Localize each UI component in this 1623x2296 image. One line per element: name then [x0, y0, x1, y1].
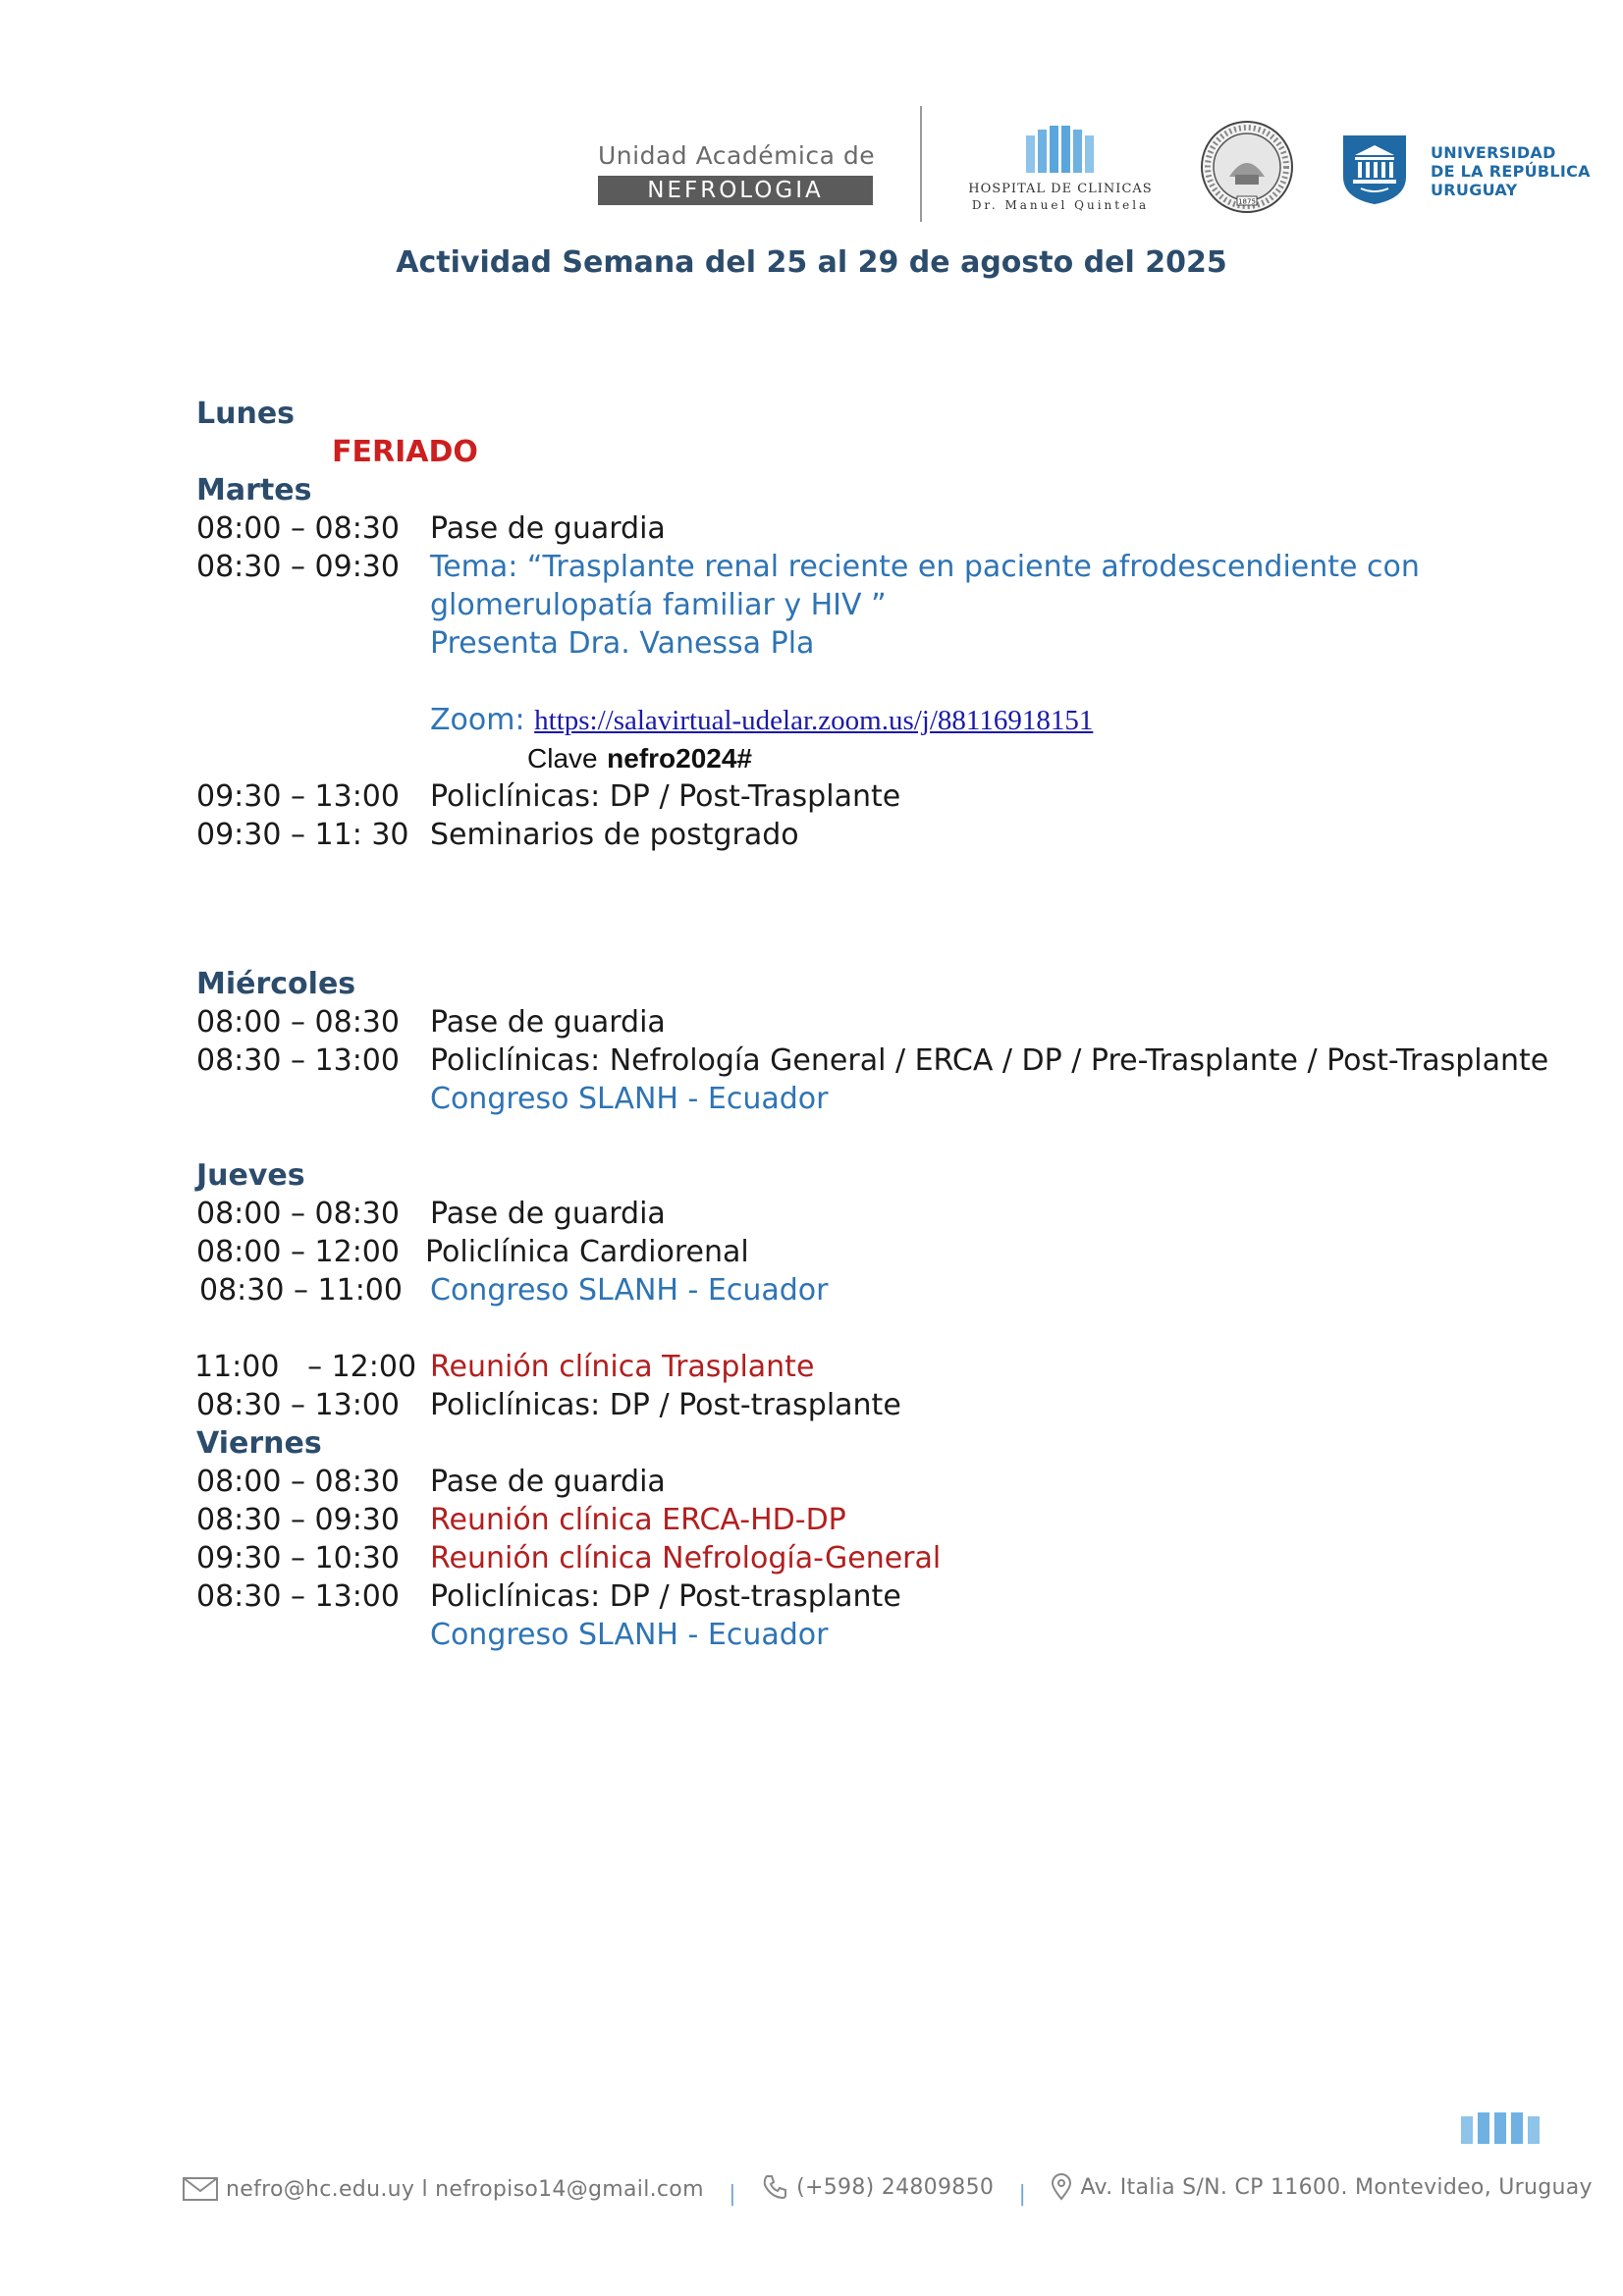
university-name — [1431, 143, 1591, 199]
footer-separator-2: | — [1018, 2182, 1027, 2207]
viernes-time-2: 08:30 – 09:30 — [196, 1503, 400, 1537]
hospital-subtitle: Dr. Manuel Quintela — [971, 198, 1150, 212]
hospital-bars-icon — [1026, 126, 1097, 173]
footer-contact — [183, 2173, 1593, 2207]
martes-time-2: 08:30 – 09:30 — [196, 550, 400, 584]
zoom-label: Zoom: — [430, 703, 525, 737]
document-title: Actividad Semana del 25 al 29 de agosto del 2025 — [396, 245, 1227, 280]
viernes-desc-1: Pase de guardia — [430, 1465, 666, 1499]
location-pin-icon — [1051, 2173, 1072, 2201]
jueves-desc-3: Congreso SLANH - Ecuador — [430, 1273, 829, 1308]
miercoles-desc-2: Policlínicas: Nefrología General / ERCA / DP / Pre-Trasplante / Post-Trasplante — [430, 1043, 1549, 1078]
jueves-time-1: 08:00 – 08:30 — [196, 1197, 400, 1231]
jueves-time-3: 08:30 – 11:00 — [199, 1273, 403, 1308]
viernes-desc-4: Policlínicas: DP / Post-trasplante — [430, 1579, 901, 1614]
martes-time-4: 09:30 – 11: 30 — [196, 818, 409, 852]
zoom-key-row — [527, 741, 752, 776]
footer-phone: (+598) 24809850 — [796, 2174, 995, 2200]
unit-name-line1: Unidad Académica de — [598, 141, 876, 170]
jueves-time-2: 08:00 – 12:00 — [196, 1235, 400, 1269]
day-heading-viernes: Viernes — [196, 1426, 322, 1461]
martes-topic-line-2: glomerulopatía familiar y HIV ” — [430, 588, 887, 622]
viernes-time-3: 09:30 – 10:30 — [196, 1541, 400, 1575]
university-line-1: UNIVERSIDAD — [1431, 143, 1556, 162]
martes-desc-3: Policlínicas: DP / Post-Trasplante — [430, 779, 901, 814]
footer-address-item — [1051, 2173, 1592, 2201]
miercoles-congress: Congreso SLANH - Ecuador — [430, 1082, 829, 1116]
envelope-icon — [183, 2177, 218, 2201]
phone-icon — [761, 2173, 788, 2201]
martes-desc-4: Seminarios de postgrado — [430, 818, 799, 852]
footer-phone-item — [761, 2173, 994, 2201]
university-line-3: URUGUAY — [1431, 181, 1518, 199]
day-heading-jueves: Jueves — [196, 1158, 305, 1193]
viernes-time-4: 08:30 – 13:00 — [196, 1579, 400, 1614]
jueves-desc-2: Policlínica Cardiorenal — [425, 1235, 749, 1269]
jueves-time-4: 11:00 – 12:00 — [194, 1350, 417, 1384]
nefrologia-logo — [598, 141, 876, 205]
footer-separator-1: | — [729, 2182, 736, 2207]
zoom-link[interactable]: https://salavirtual-udelar.zoom.us/j/88116918151 — [534, 705, 1094, 736]
miercoles-time-2: 08:30 – 13:00 — [196, 1043, 400, 1078]
udelar-crest-icon — [1341, 133, 1408, 206]
day-heading-lunes: Lunes — [196, 397, 296, 431]
viernes-desc-3: Reunión clínica Nefrología-General — [430, 1541, 942, 1575]
zoom-key-label: Clave — [527, 743, 598, 774]
zoom-row — [430, 703, 1093, 738]
miercoles-desc-1: Pase de guardia — [430, 1005, 666, 1040]
jueves-time-5: 08:30 – 13:00 — [196, 1388, 400, 1422]
martes-time-3: 09:30 – 13:00 — [196, 779, 400, 814]
footer-bars-icon — [1461, 2112, 1540, 2144]
jueves-desc-1: Pase de guardia — [430, 1197, 666, 1231]
martes-time-1: 08:00 – 08:30 — [196, 511, 400, 546]
day-heading-martes: Martes — [196, 473, 312, 507]
viernes-congress: Congreso SLANH - Ecuador — [430, 1618, 829, 1652]
jueves-desc-5: Policlínicas: DP / Post-trasplante — [430, 1388, 901, 1422]
martes-topic-line-1: Tema: “Trasplante renal reciente en paciente afrodescendiente con — [430, 550, 1420, 584]
miercoles-time-1: 08:00 – 08:30 — [196, 1005, 400, 1040]
university-seal-icon — [1200, 120, 1294, 214]
holiday-label: FERIADO — [332, 435, 478, 469]
header-divider — [920, 106, 922, 222]
footer-address: Av. Italia S/N. CP 11600. Montevideo, Uruguay — [1080, 2174, 1593, 2200]
university-line-2: DE LA REPÚBLICA — [1431, 162, 1591, 181]
viernes-time-1: 08:00 – 08:30 — [196, 1465, 400, 1499]
unit-name-line2: NEFROLOGIA — [598, 176, 873, 205]
hospital-name: HOSPITAL DE CLINICAS — [968, 182, 1153, 196]
jueves-desc-4: Reunión clínica Trasplante — [430, 1350, 815, 1384]
viernes-desc-2: Reunión clínica ERCA-HD-DP — [430, 1503, 846, 1537]
footer-email[interactable]: nefro@hc.edu.uy l nefropiso14@gmail.com — [226, 2176, 704, 2202]
zoom-key-value: nefro2024# — [607, 743, 753, 774]
martes-presenter: Presenta Dra. Vanessa Pla — [430, 626, 815, 661]
seal-year: 1875 — [1238, 197, 1256, 206]
footer-email-item — [183, 2177, 704, 2202]
day-heading-miercoles: Miércoles — [196, 967, 356, 1001]
martes-desc-1: Pase de guardia — [430, 511, 666, 546]
